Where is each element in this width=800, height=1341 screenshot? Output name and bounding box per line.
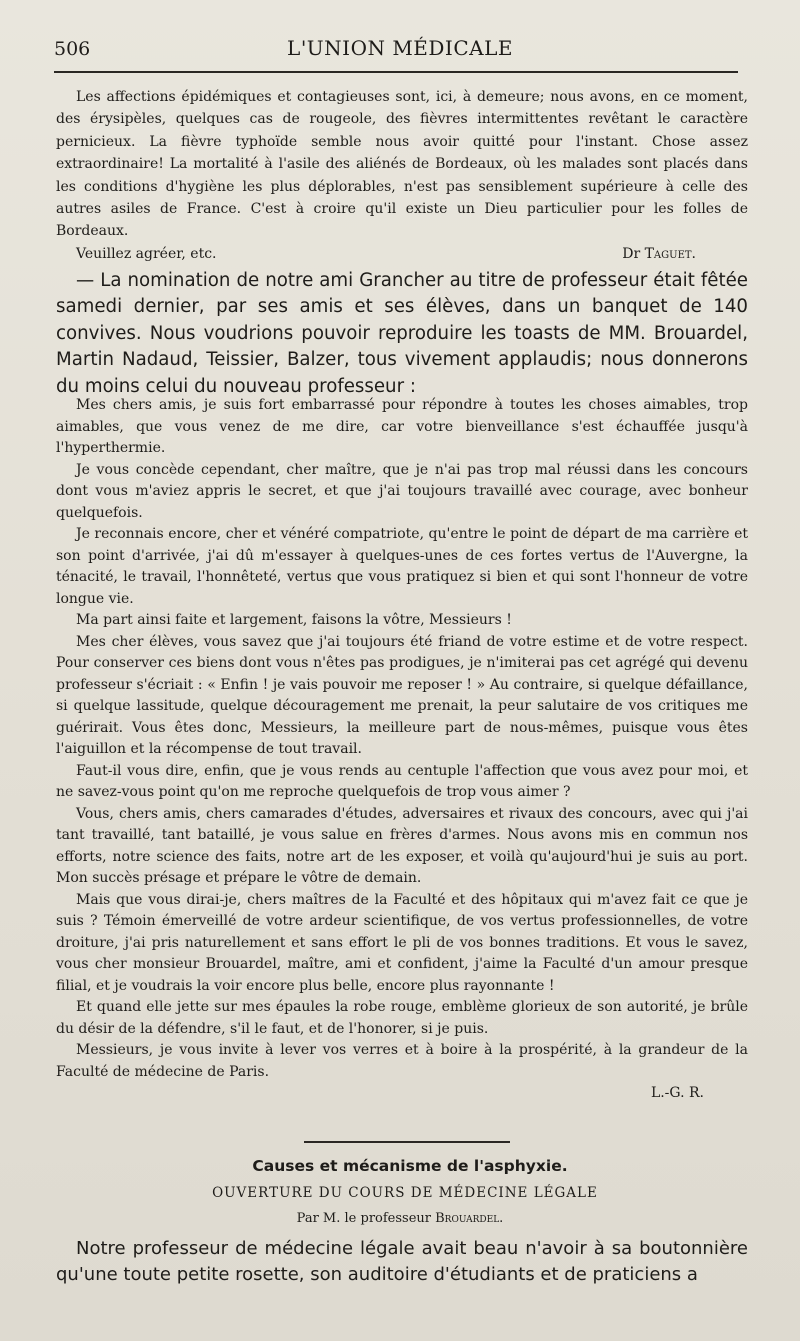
page-header <box>0 34 800 64</box>
announcement-paragraph: — La nomination de notre ami Grancher au titre de professeur était fêtée samedi dernier, par ses amis et ses élèves, dans un banquet de 140 convives. Nous voudrions pouvoir reproduire les toasts de MM. Brouardel, Martin Nadaud, Teissier, Balzer, tous vivement applaudis; nous donnerons du moins celui du nouveau professeur : <box>56 270 748 397</box>
letter-section <box>56 86 748 265</box>
signature-name: Taguet. <box>644 245 696 262</box>
speech-paragraph: Mais que vous dirai-je, chers maîtres de la Faculté et des hôpitaux qui m'avez fait ce que je suis ? Témoin émerveillé de votre ardeur scientifique, de vos vertus professionnelles, de votre droiture, j'ai pris naturellement et sans effort le pli de vos bonnes traditions. Et vous le savez, vous cher monsieur Brouardel, maître, ami et confident, j'aime la Faculté d'un amour presque filial, et je voudrais la voir encore plus belle, encore plus rayonnante ! <box>56 891 748 994</box>
author-prefix: Par M. le professeur <box>296 1211 431 1226</box>
article-subtitle: OUVERTURE DU COURS DE MÉDECINE LÉGALE <box>212 1185 598 1201</box>
speech-paragraph: Mes cher élèves, vous savez que j'ai toujours été friand de votre estime et de votre respect. Pour conserver ces biens dont vous n'êtes pas prodigues, je n'imiterai pas cet agrégé qui devenu professeur s'écriait : « Enfin ! je vais pouvoir me reposer ! » Au contraire, si quelque défaillance, si quelque lassitude, quelque découragement me prenait, la peur salutaire de vos critiques me guérirait. Vous êtes donc, Messieurs, la meilleure part de nous-mêmes, puisque vous êtes l'aiguillon et la récompense de tout travail. <box>56 633 748 757</box>
speech-section <box>56 395 748 1105</box>
article-title: Causes et mécanisme de l'asphyxie. <box>252 1157 568 1175</box>
speech-initials: L.-G. R. <box>650 1085 704 1101</box>
journal-title: L'UNION MÉDICALE <box>287 36 513 60</box>
speech-paragraph: Et quand elle jette sur mes épaules la robe rouge, emblème glorieux de son autorité, je brûle du désir de la défendre, s'il le faut, et de l'honorer, si je puis. <box>56 999 748 1037</box>
letter-closing-line <box>56 243 748 265</box>
author-name: Brouardel. <box>435 1211 504 1226</box>
article-author <box>0 1211 800 1226</box>
speech-paragraph: Mes chers amis, je suis fort embarrassé pour répondre à toutes les choses aimables, trop aimables, que vous venez de me dire, car votre bienveillance s'est échauffée jusqu'à l'hyperthermie. <box>56 397 748 456</box>
speech-paragraph: Je vous concède cependant, cher maître, que je n'ai pas trop mal réussi dans les concours dont vous m'aviez appris le secret, et que j'ai toujours travaillé avec courage, avec bonheur quelquefois. <box>56 461 748 521</box>
speech-paragraph: Je reconnais encore, cher et vénéré compatriote, qu'entre le point de départ de ma carrière et son point d'arrivée, j'ai dû m'essayer à quelques-unes de ces fortes vertus de l'Auvergne, la ténacité, le travail, l'honnêteté, vertus que vous pratiquez si bien et qui sont l'honneur de votre longue vie. <box>56 526 748 607</box>
letter-closing: Veuillez agréer, etc. <box>76 245 217 262</box>
letter-paragraph: Les affections épidémiques et contagieuses sont, ici, à demeure; nous avons, en ce moment, des érysipèles, quelques cas de rougeole, des fièvres intermittentes revêtant le caractère pernicieux. La fièvre typhoïde semble nous avoir quitté pour l'instant. Chose assez extraordinaire! La mortalité à l'asile des aliénés de Bordeaux, où les malades sont placés dans les conditions d'hygiène les plus déplorables, n'est pas sensiblement supérieure à celle des autres asiles de France. C'est à croire qu'il existe un Dieu particulier pour les folles de Bordeaux. <box>56 89 748 240</box>
speech-paragraph: Vous, chers amis, chers camarades d'études, adversaires et rivaux des concours, avec qui j'ai tant travaillé, tant bataillé, je vous salue en frères d'armes. Nous avons mis en commun nos efforts, notre science des faits, notre art de les exposer, et voilà qu'aujourd'hui je suis au port. Mon succès présage et prépare le vôtre de demain. <box>56 805 748 886</box>
page-number: 506 <box>54 38 91 60</box>
speech-paragraph: Messieurs, je vous invite à lever vos verres et à boire à la prospérité, à la grandeur de la Faculté de médecine de Paris. <box>56 1042 748 1080</box>
signature-prefix: Dr <box>622 245 641 262</box>
article-intro-section <box>56 1236 748 1288</box>
announcement-section <box>56 268 748 400</box>
header-rule <box>54 71 738 73</box>
letter-signature <box>622 243 696 265</box>
section-separator <box>304 1141 510 1143</box>
article-intro: Notre professeur de médecine légale avait beau n'avoir à sa boutonnière qu'une toute petite rosette, son auditoire d'étudiants et de praticiens a <box>56 1238 748 1285</box>
speech-paragraph: Ma part ainsi faite et largement, faisons la vôtre, Messieurs ! <box>76 612 512 628</box>
speech-paragraph: Faut-il vous dire, enfin, que je vous rends au centuple l'affection que vous avez pour moi, et ne savez-vous point qu'on me reproche quelquefois de trop vous aimer ? <box>56 762 748 800</box>
